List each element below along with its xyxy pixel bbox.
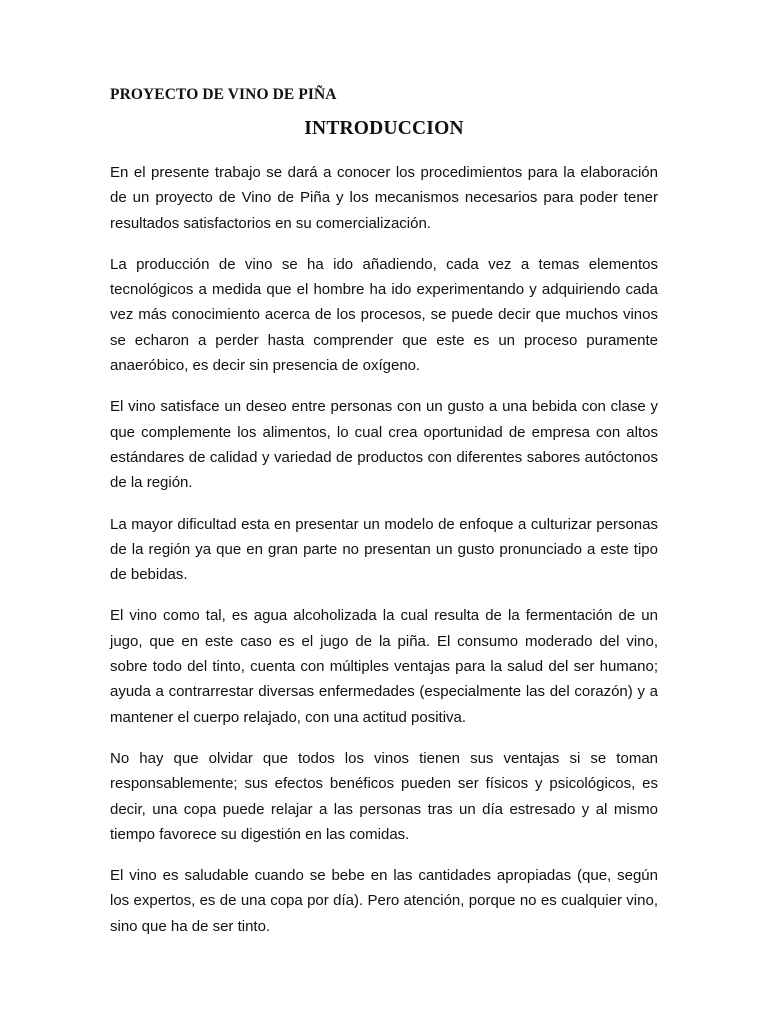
paragraph-2: La producción de vino se ha ido añadiendo, cada vez a temas elementos tecnológicos a medida que el hombre ha ido experimentando y adquiriendo cada vez más conocimiento acerca de los procesos, se puede decir que muchos vinos se echaron a perder hasta comprender que este es un proceso puramente anaeróbico, es decir sin presencia de oxígeno.	[110, 255, 658, 375]
paragraph-3: El vino satisface un deseo entre personas con un gusto a una bebida con clase y que complemente los alimentos, lo cual crea oportunidad de empresa con altos estándares de calidad y variedad de productos con diferentes sabores autóctonos de la región.	[110, 398, 658, 492]
paragraph-6: No hay que olvidar que todos los vinos tienen sus ventajas si se toman responsablemente; sus efectos benéficos pueden ser físicos y psicológicos, es decir, una copa puede relajar a las personas tras un día estresado y al mismo tiempo favorece su digestión en las comidas.	[110, 749, 658, 843]
document-title: PROYECTO DE VINO DE PIÑA	[110, 86, 337, 103]
paragraph-1: En el presente trabajo se dará a conocer los procedimientos para la elaboración de un proyecto de Vino de Piña y los mecanismos necesarios para poder tener resultados satisfactorios en su comercialización.	[110, 164, 658, 232]
section-heading: INTRODUCCION	[304, 118, 464, 139]
paragraph-4: La mayor dificultad esta en presentar un modelo de enfoque a culturizar personas de la región ya que en gran parte no presentan un gusto pronunciado a este tipo de bebidas.	[110, 515, 658, 584]
paragraph-7: El vino es saludable cuando se bebe en las cantidades apropiadas (que, según los expertos, es de una copa por día). Pero atención, porque no es cualquier vino, sino que ha de ser tinto.	[110, 867, 658, 935]
paragraph-5: El vino como tal, es agua alcoholizada la cual resulta de la fermentación de un jugo, que en este caso es el jugo de la piña. El consumo moderado del vino, sobre todo del tinto, cuenta con múltiples ventajas para la salud del ser humano; ayuda a contrarrestar diversas enfermedades (especialmente las del corazón) y a mantener el cuerpo relajado, con una actitud positiva.	[110, 607, 658, 726]
